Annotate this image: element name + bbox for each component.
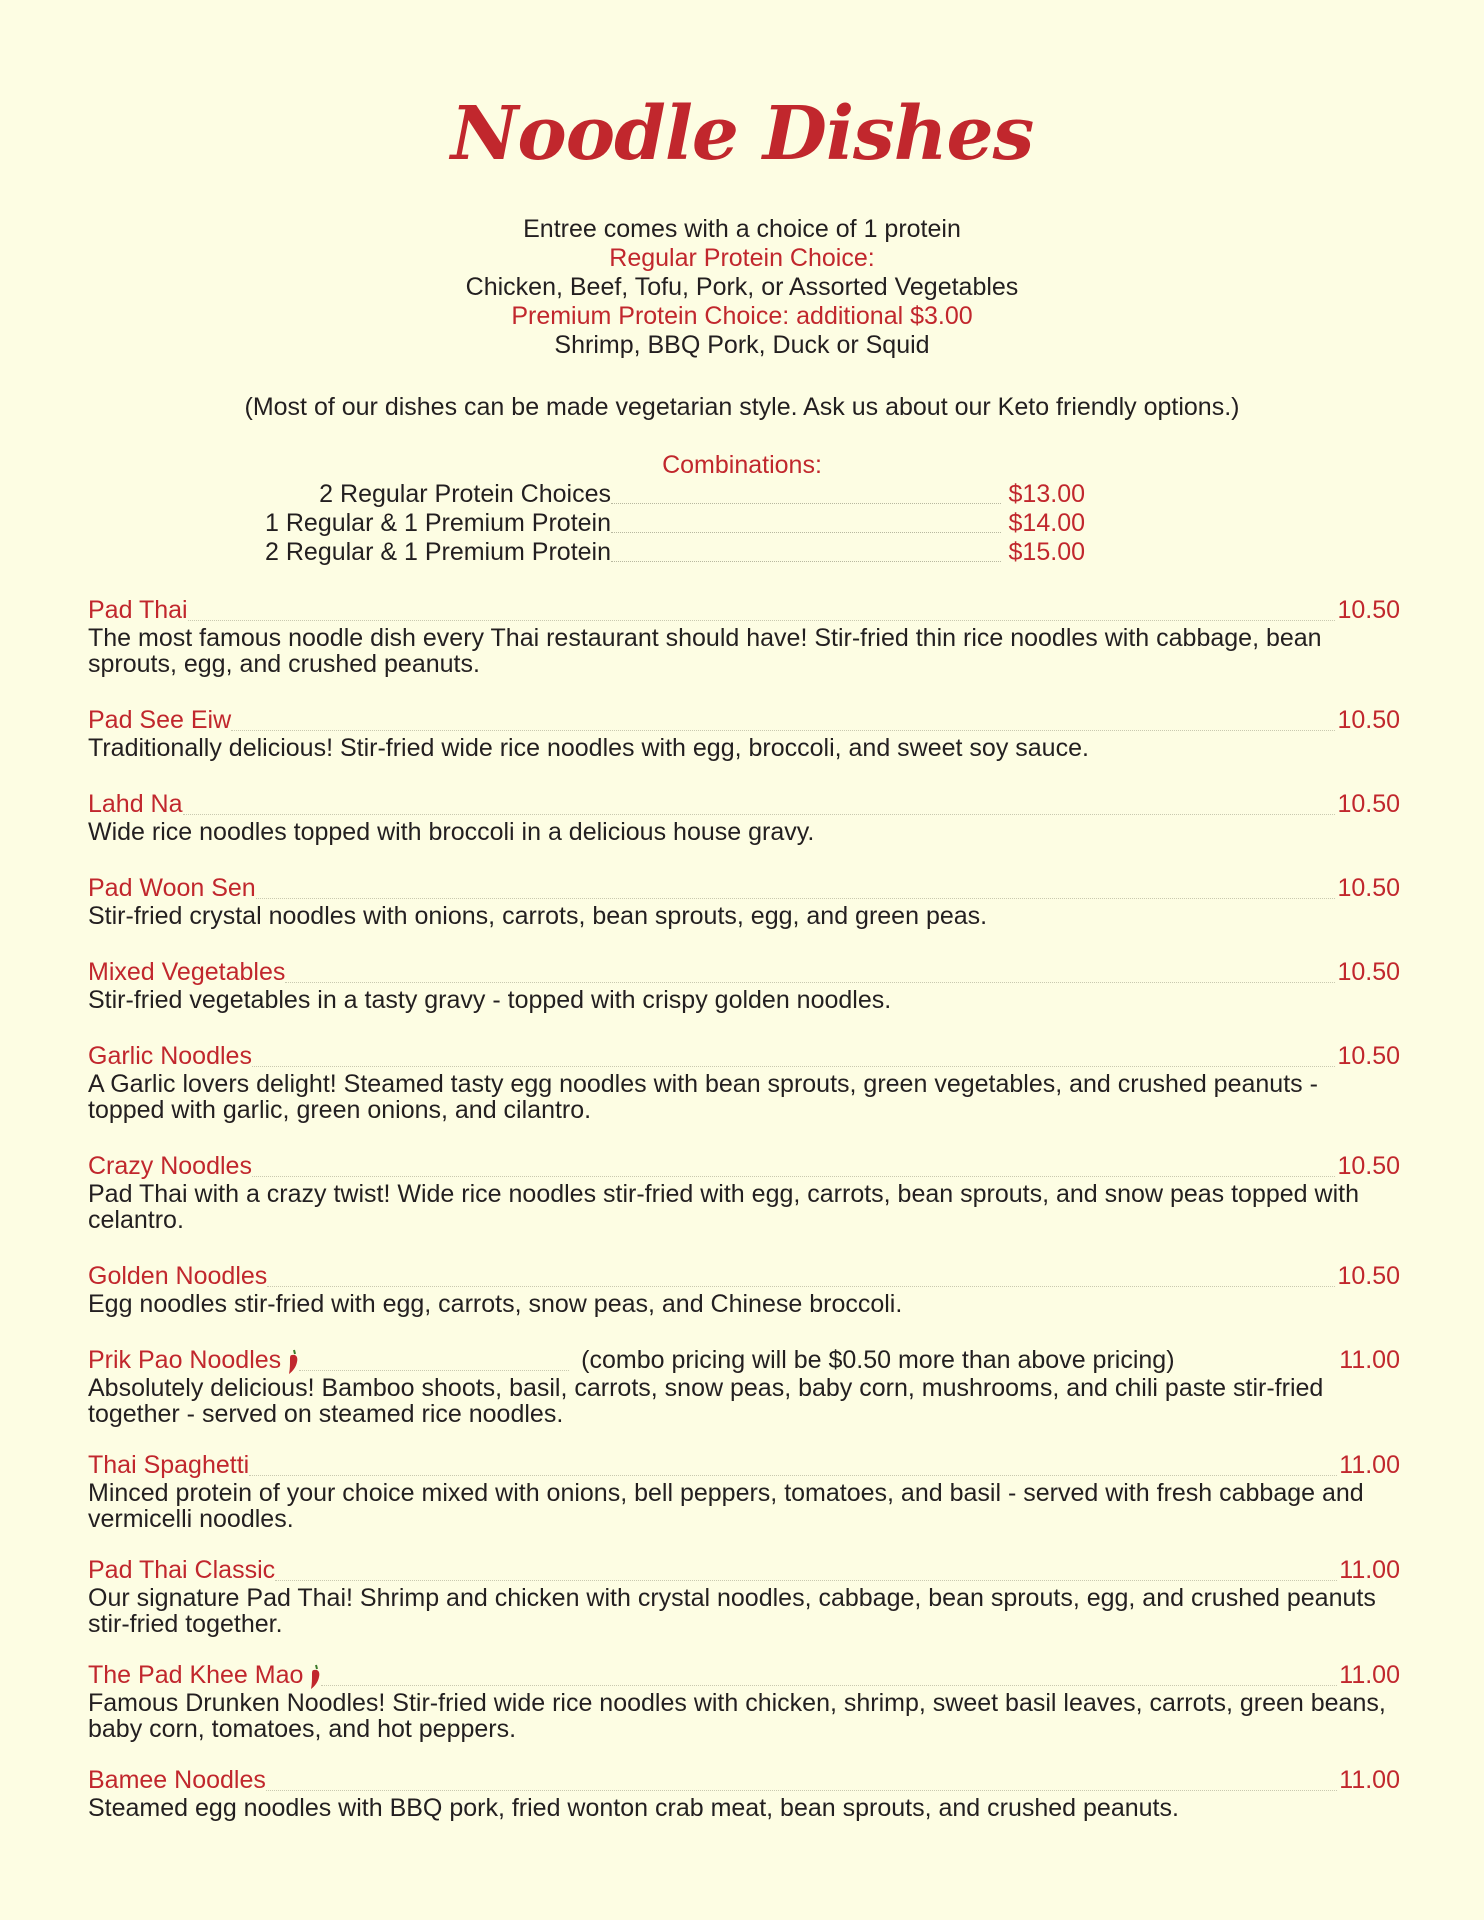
dish-item (88, 1262, 1400, 1317)
dish-item (88, 958, 1400, 1013)
dish-description: Pad Thai with a crazy twist! Wide rice noodles stir-fried with egg, carrots, bean sprouts, and snow peas topped with celantro. (88, 1180, 1359, 1234)
premium-protein-options: Shrimp, BBQ Pork, Duck or Squid (554, 331, 930, 359)
dish-item (88, 1451, 1400, 1532)
dish-price: 11.00 (1339, 1451, 1400, 1479)
dish-price: 10.50 (1337, 1042, 1400, 1070)
dish-price: 10.50 (1337, 790, 1400, 818)
dish-description: Stir-fried crystal noodles with onions, carrots, bean sprouts, egg, and green peas. (88, 902, 988, 930)
combination-label: 2 Regular & 1 Premium Protein (265, 538, 611, 566)
dish-description: A Garlic lovers delight! Steamed tasty egg noodles with bean sprouts, green vegetables, and crushed peanuts - topped with garlic, green onions, and cilantro. (88, 1070, 1318, 1124)
dish-name: Pad Thai Classic (88, 1556, 276, 1584)
dot-leader (275, 1580, 1337, 1581)
combinations-list (200, 480, 1085, 567)
chili-pepper-icon (309, 1664, 321, 1690)
dish-price: 11.00 (1339, 1556, 1400, 1584)
dot-leader (231, 730, 1335, 731)
dish-description: Minced protein of your choice mixed with onions, bell peppers, tomatoes, and basil - served with fresh cabbage and vermicelli noodles. (88, 1479, 1364, 1533)
dish-item (88, 1152, 1400, 1233)
combination-label: 1 Regular & 1 Premium Protein (265, 509, 611, 537)
dish-price: 11.00 (1339, 1766, 1400, 1794)
combination-row (200, 538, 1085, 567)
dish-name: The Pad Khee Mao (88, 1661, 304, 1689)
dot-leader (252, 1176, 1335, 1177)
dish-price: 11.00 (1339, 1661, 1400, 1689)
dot-leader (188, 620, 1336, 621)
dish-name: Bamee Noodles (88, 1766, 266, 1794)
dish-name: Pad See Eiw (88, 706, 232, 734)
dish-name: Thai Spaghetti (88, 1451, 250, 1479)
dish-name: Garlic Noodles (88, 1042, 252, 1070)
dish-item (88, 1766, 1400, 1821)
dish-description: Absolutely delicious! Bamboo shoots, basil, carrots, snow peas, baby corn, mushrooms, and chili paste stir-fried together - served on steamed rice noodles. (88, 1374, 1324, 1428)
dot-leader (266, 1790, 1337, 1791)
dish-item (88, 1661, 1400, 1742)
dish-list (88, 596, 1400, 1845)
chili-pepper-icon (287, 1349, 299, 1375)
dish-price: 10.50 (1337, 706, 1400, 734)
dish-description: Egg noodles stir-fried with egg, carrots, snow peas, and Chinese broccoli. (88, 1290, 903, 1318)
combination-price: $14.00 (1008, 509, 1085, 537)
combination-row (200, 509, 1085, 538)
dot-leader (249, 1475, 1337, 1476)
vegetarian-note: (Most of our dishes can be made vegetarian style. Ask us about our Keto friendly options.) (244, 393, 1240, 421)
dot-leader (611, 561, 1001, 562)
dish-description: The most famous noodle dish every Thai restaurant should have! Stir-fried thin rice noodles with cabbage, bean sprouts, egg, and crushed peanuts. (88, 624, 1322, 678)
dish-description: Stir-fried vegetables in a tasty gravy - topped with crispy golden noodles. (88, 986, 892, 1014)
dot-leader (321, 1685, 1337, 1686)
dish-description: Traditionally delicious! Stir-fried wide rice noodles with egg, broccoli, and sweet soy sauce. (88, 734, 1089, 762)
dot-leader (256, 898, 1336, 899)
dot-leader (252, 1066, 1335, 1067)
dish-price: 11.00 (1339, 1346, 1400, 1374)
dish-name: Prik Pao Noodles (88, 1346, 282, 1374)
dot-leader (611, 503, 1001, 504)
combo-pricing-note: (combo pricing will be $0.50 more than above pricing) (569, 1346, 1192, 1375)
dish-item (88, 1346, 1400, 1427)
combination-price: $15.00 (1008, 538, 1085, 566)
dish-name: Golden Noodles (88, 1262, 268, 1290)
dish-description: Our signature Pad Thai! Shrimp and chicken with crystal noodles, cabbage, bean sprouts, egg, and crushed peanuts stir-fried together. (88, 1584, 1376, 1638)
dish-name: Pad Thai (88, 596, 188, 624)
page-title: Noodle Dishes (450, 91, 1034, 177)
combinations-heading: Combinations: (662, 451, 822, 479)
dish-name: Crazy Noodles (88, 1152, 252, 1180)
dot-leader (267, 1286, 1335, 1287)
dish-item (88, 874, 1400, 929)
regular-protein-options: Chicken, Beef, Tofu, Pork, or Assorted Vegetables (465, 273, 1019, 301)
dot-leader (183, 814, 1336, 815)
combination-price: $13.00 (1008, 480, 1085, 508)
dish-price: 10.50 (1337, 958, 1400, 986)
protein-intro-line: Entree comes with a choice of 1 protein (523, 215, 961, 243)
dish-description: Famous Drunken Noodles! Stir-fried wide rice noodles with chicken, shrimp, sweet basil leaves, carrots, green beans, baby corn, tomatoes, and hot peppers. (88, 1689, 1386, 1743)
dish-price: 10.50 (1337, 1262, 1400, 1290)
dish-item (88, 1556, 1400, 1637)
dish-item (88, 596, 1400, 677)
combination-row (200, 480, 1085, 509)
protein-intro (0, 215, 1484, 360)
dish-price: 10.50 (1337, 596, 1400, 624)
regular-protein-heading: Regular Protein Choice: (609, 244, 875, 272)
dish-name: Lahd Na (88, 790, 183, 818)
premium-protein-heading: Premium Protein Choice: additional $3.00 (511, 302, 973, 330)
dish-price: 10.50 (1337, 874, 1400, 902)
dot-leader (285, 982, 1335, 983)
dish-item (88, 790, 1400, 845)
dish-item (88, 1042, 1400, 1123)
dish-price: 10.50 (1337, 1152, 1400, 1180)
dot-leader (611, 532, 1001, 533)
dish-description: Wide rice noodles topped with broccoli in a delicious house gravy. (88, 818, 815, 846)
dot-leader (299, 1370, 569, 1371)
dish-description: Steamed egg noodles with BBQ pork, fried wonton crab meat, bean sprouts, and crushed peanuts. (88, 1794, 1179, 1822)
dish-item (88, 706, 1400, 761)
combination-label: 2 Regular Protein Choices (319, 480, 611, 508)
dish-name: Pad Woon Sen (88, 874, 256, 902)
dish-name: Mixed Vegetables (88, 958, 286, 986)
